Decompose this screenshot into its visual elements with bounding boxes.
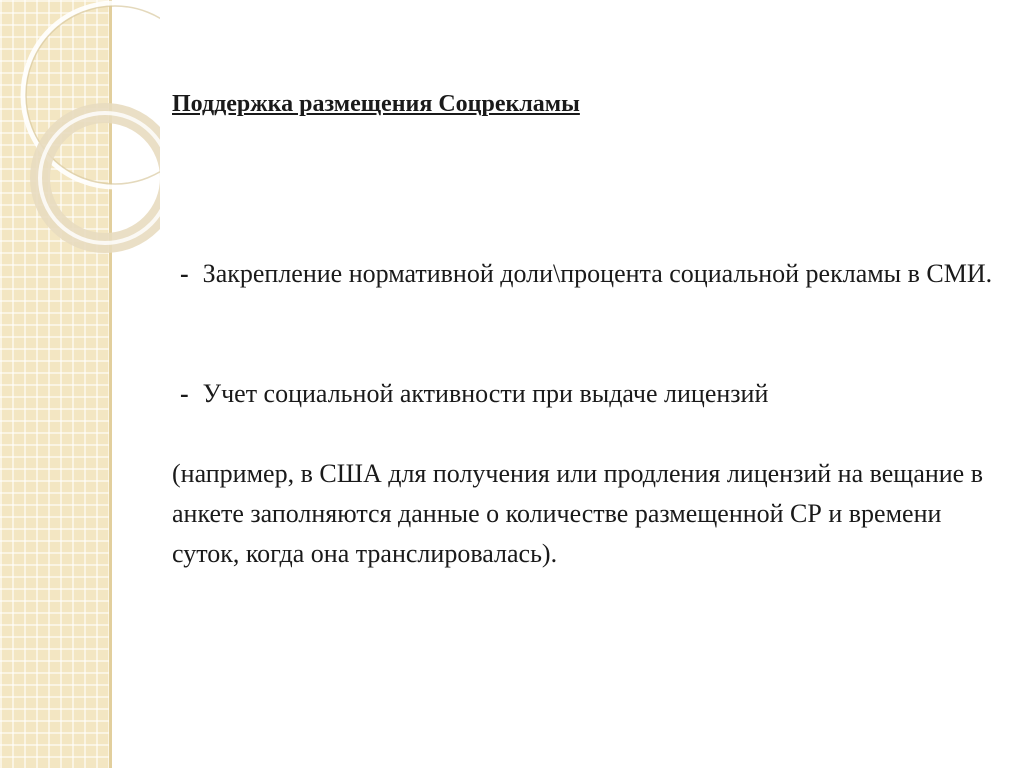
bullet-text: Учет социальной активности при выдаче лицензий (202, 379, 769, 408)
bullet-dash: - (180, 379, 189, 408)
example-note: (например, в США для получения или продления лицензий на вещание в анкете заполняются данные о количестве размещенной СР и времени суток, когда она транслировалась). (172, 459, 984, 568)
bullet-dash: - (180, 259, 189, 288)
bullet-item-licensing (172, 374, 1002, 414)
decorative-side-band (0, 0, 112, 768)
slide-content (172, 84, 1002, 568)
bullet-item-quota (172, 254, 1002, 294)
slide-title: Поддержка размещения Соцрекламы (172, 91, 580, 117)
bullet-text: Закрепление нормативной доли\процента социальной рекламы в СМИ. (202, 259, 993, 288)
